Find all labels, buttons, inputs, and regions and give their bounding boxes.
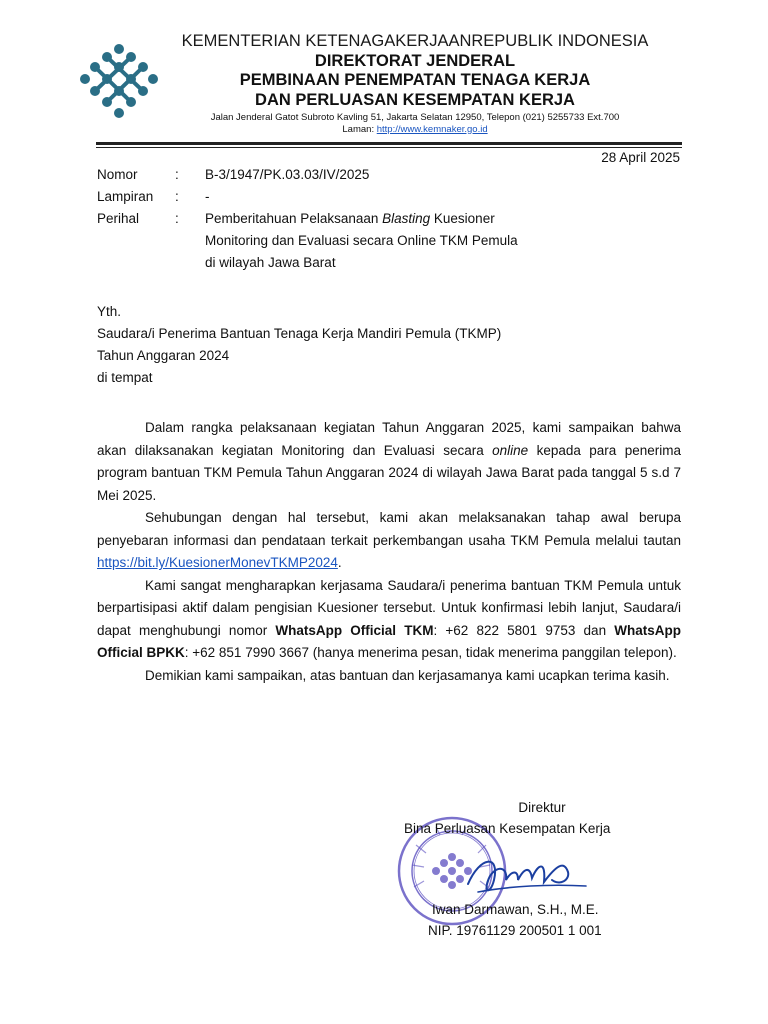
text: : +62 822 5801 9753 dan (433, 622, 615, 638)
meta-colon: : (175, 189, 179, 204)
meta-row-lampiran (97, 186, 565, 208)
meta-row-nomor (97, 164, 565, 186)
text: Sehubungan dengan hal tersebut, kami akan melaksanakan tahap awal berupa penyebaran informasi dan pendataan terkait perkembangan usaha TKM Pemula melalui tautan (97, 510, 681, 548)
text: kepada para penerima program bantuan TKM Pemula Tahun Anggaran 2024 di wilayah Jawa Barat pada tanggal 5 s.d 7 Mei 2025. (97, 442, 681, 503)
perihal-text: Pemberitahuan Pelaksanaan (205, 211, 383, 226)
paragraph-3 (97, 575, 681, 665)
kemnaker-logo-icon (78, 43, 160, 119)
perihal-italic: Blasting (382, 211, 431, 226)
ministry-name: KEMENTERIAN KETENAGAKERJAANREPUBLIK INDONESIA (181, 32, 649, 50)
addressee-line1: Saudara/i Penerima Bantuan Tenaga Kerja Mandiri Pemula (TKMP) (97, 326, 502, 341)
italic-text: online (492, 442, 529, 458)
greeting: Yth. (97, 304, 122, 319)
paragraph-2 (97, 507, 681, 575)
unit-name-line2: DAN PERLUASAN KESEMPATAN KERJA (255, 90, 575, 109)
letter-body (97, 417, 681, 687)
bold-text: WhatsApp Official TKM (275, 622, 434, 638)
website-line (150, 125, 680, 135)
paragraph-1 (97, 417, 681, 507)
letter-meta (97, 164, 565, 274)
letterhead-rule-thin (96, 147, 682, 148)
website-link[interactable]: http://www.kemnaker.go.id (376, 123, 488, 135)
letter-date: 28 April 2025 (601, 150, 680, 165)
signer-name: Iwan Darmawan, S.H., M.E. (432, 902, 599, 917)
perihal-text: Kuesioner (430, 211, 495, 226)
text: . (337, 555, 342, 570)
questionnaire-link[interactable]: https://bit.ly/KuesionerMonevTKMP2024 (97, 555, 338, 570)
text: Demikian kami sampaikan, atas bantuan dan kerjasamanya kami ucapkan terima kasih. (145, 667, 670, 683)
meta-colon: : (175, 167, 179, 182)
perihal-value (205, 208, 565, 274)
paragraph-4 (97, 665, 681, 688)
meta-row-perihal (97, 208, 565, 274)
directorate-name: DIREKTORAT JENDERAL (314, 51, 516, 70)
signer-nip: NIP. 19761129 200501 1 001 (428, 923, 602, 938)
unit-name-line1: PEMBINAAN PENEMPATAN TENAGA KERJA (239, 71, 591, 89)
letterhead (150, 33, 680, 134)
text: Kami sangat mengharapkan kerjasama Saudara/i penerima bantuan TKM Pemula untuk berpartisipasi aktif dalam pengisian Kuesioner tersebut. Untuk konfirmasi lebih lanjut, Saudara/i dapat menghubungi nomor (97, 577, 681, 638)
signer-unit: Bina Perluasan Kesempatan Kerja (404, 821, 611, 836)
perihal-line2: Monitoring dan Evaluasi secara Online TKM Pemula (205, 233, 518, 248)
addressee-line2: Tahun Anggaran 2024 (97, 348, 230, 363)
nomor-label: Nomor (97, 167, 138, 182)
meta-colon: : (175, 211, 179, 226)
lampiran-value: - (205, 189, 210, 204)
lampiran-label: Lampiran (97, 189, 154, 204)
nomor-value: B-3/1947/PK.03.03/IV/2025 (205, 167, 370, 182)
signer-position: Direktur (518, 800, 566, 815)
handwritten-signature-icon (460, 846, 590, 902)
addressee (97, 301, 501, 389)
text: : +62 851 7990 3667 (hanya menerima pesan, tidak menerima panggilan telepon). (184, 645, 677, 660)
text: Dalam rangka pelaksanaan kegiatan Tahun Anggaran 2025, kami sampaikan bahwa akan dilaksanakan kegiatan Monitoring dan Evaluasi secara (97, 420, 681, 458)
addressee-line3: di tempat (97, 370, 153, 385)
perihal-label: Perihal (97, 211, 140, 226)
letterhead-rule-thick (96, 142, 682, 145)
perihal-line3: di wilayah Jawa Barat (205, 255, 336, 270)
office-address: Jalan Jenderal Gatot Subroto Kavling 51, Jakarta Selatan 12950, Telepon (021) 5255733 Ext.700 (210, 112, 620, 123)
bold-text: WhatsApp Official BPKK (97, 622, 681, 660)
website-label: Laman: (342, 123, 375, 135)
